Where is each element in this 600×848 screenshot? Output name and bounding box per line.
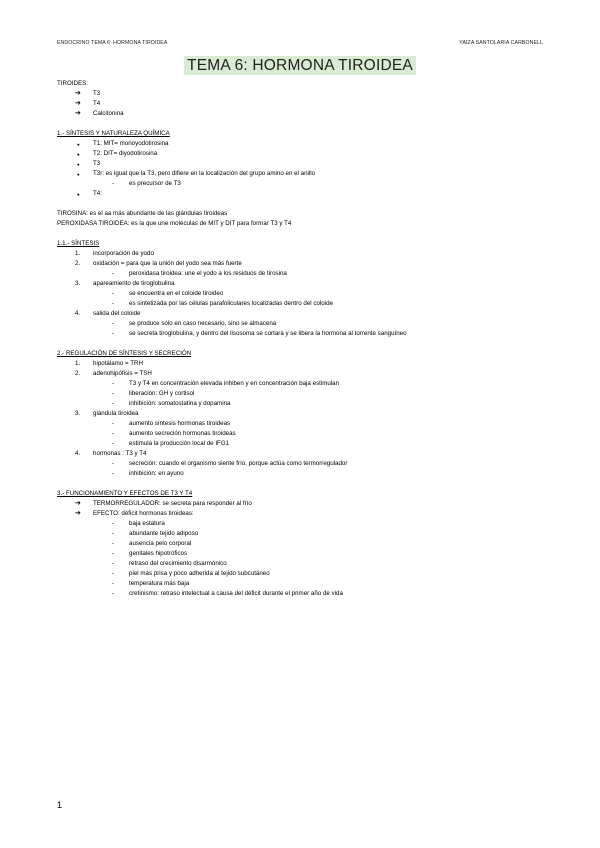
dash-icon: - bbox=[112, 180, 115, 187]
numbered-item bbox=[57, 409, 547, 419]
spacer bbox=[57, 229, 547, 239]
arrow-right-icon: ➔ bbox=[75, 110, 81, 117]
arrow-item bbox=[57, 509, 547, 519]
line-text: peroxidasa tiroidea: une el yodo a los residuos de tirosina bbox=[129, 270, 287, 277]
title-wrap bbox=[0, 56, 600, 75]
line-text: T3r: es igual que la T3, pero difiere en la localización del grupo amino en el anillo bbox=[93, 170, 316, 177]
dash-icon: - bbox=[112, 590, 115, 597]
dash-icon: - bbox=[112, 570, 115, 577]
line-text: aumento síntesis hormonas tiroideas bbox=[129, 420, 231, 427]
dash-subitem bbox=[57, 429, 547, 439]
arrow-item bbox=[57, 499, 547, 509]
dash-icon: - bbox=[112, 430, 115, 437]
dash-subitem bbox=[57, 529, 547, 539]
dash-subitem bbox=[57, 299, 547, 309]
dash-subitem bbox=[57, 329, 547, 339]
numbered-item bbox=[57, 359, 547, 369]
arrow-right-icon: ➔ bbox=[75, 510, 81, 517]
line-text: salida del coloide bbox=[93, 310, 141, 317]
line-text: T4: bbox=[93, 190, 102, 197]
dash-icon: - bbox=[112, 320, 115, 327]
bullet-icon: ● bbox=[77, 162, 80, 167]
line-text: adenohipófisis = TSH bbox=[93, 370, 152, 377]
dash-subitem bbox=[57, 419, 547, 429]
dash-icon: - bbox=[112, 380, 115, 387]
dash-subitem bbox=[57, 469, 547, 479]
line-text: PEROXIDASA TIROIDEA: es la que une moléculas de MIT y DIT para formar T3 y T4 bbox=[57, 220, 292, 227]
dash-subitem bbox=[57, 549, 547, 559]
line-text: abundante tejido adiposo bbox=[129, 530, 199, 537]
line-text: secreción: cuando el organismo siente frío, porque actúa como termorregulador bbox=[129, 460, 348, 467]
line-text: es sintetizada por las células parafoliculares localizadas dentro del coloide bbox=[129, 300, 333, 307]
dash-subitem bbox=[57, 569, 547, 579]
line-text: oxidación = para que la unión del yodo sea más fuerte bbox=[93, 260, 242, 267]
dash-subitem bbox=[57, 589, 547, 599]
paragraph bbox=[57, 219, 547, 229]
line-text: liberación: GH y cortisol bbox=[129, 390, 195, 397]
bullet-item bbox=[57, 139, 547, 149]
dash-icon: - bbox=[112, 290, 115, 297]
line-text: T3 bbox=[93, 90, 101, 97]
line-text: TIROIDES: bbox=[57, 80, 88, 87]
dash-subitem bbox=[57, 379, 547, 389]
paragraph bbox=[57, 79, 547, 89]
spacer bbox=[57, 339, 547, 349]
spacer bbox=[57, 119, 547, 129]
line-text: TIROSINA: es el aa más abundante de las glándulas tiroideas bbox=[57, 210, 228, 217]
line-text: 1.1.- SÍNTESIS bbox=[57, 240, 100, 247]
section-heading bbox=[57, 349, 547, 359]
dash-icon: - bbox=[112, 530, 115, 537]
line-text: se encuentra en el coloide tiroideo bbox=[129, 290, 224, 297]
dash-subitem bbox=[57, 319, 547, 329]
bullet-item bbox=[57, 169, 547, 179]
page-title: TEMA 6: HORMONA TIROIDEA bbox=[184, 56, 416, 75]
bullet-icon: ● bbox=[77, 172, 80, 177]
line-text: inhibición: somatostatina y dopamina bbox=[129, 400, 231, 407]
section-heading bbox=[57, 129, 547, 139]
dash-subitem bbox=[57, 269, 547, 279]
dash-icon: - bbox=[112, 440, 115, 447]
list-number: 4. bbox=[75, 450, 81, 457]
dash-subitem bbox=[57, 399, 547, 409]
line-text: genitales hipotróficos bbox=[129, 550, 188, 557]
document-body bbox=[57, 79, 547, 599]
line-text: se secreta tiroglobulina, y dentro del lisosoma se cortara y se libera la hormona al torrente sanguíneo bbox=[129, 330, 407, 337]
line-text: es precursor de T3 bbox=[129, 180, 181, 187]
dash-icon: - bbox=[112, 330, 115, 337]
dash-icon: - bbox=[112, 520, 115, 527]
dash-icon: - bbox=[112, 270, 115, 277]
line-text: piel más prisa y poco adherida al tejido subcutáneo bbox=[129, 570, 270, 577]
dash-subitem bbox=[57, 459, 547, 469]
numbered-item bbox=[57, 449, 547, 459]
dash-subitem bbox=[57, 559, 547, 569]
line-text: aumento secreción hormonas tiroideas bbox=[129, 430, 236, 437]
page-number: 1 bbox=[57, 800, 63, 810]
numbered-item bbox=[57, 279, 547, 289]
dash-icon: - bbox=[112, 580, 115, 587]
dash-subitem bbox=[57, 519, 547, 529]
line-text: retraso del crecimiento disarmónico bbox=[129, 560, 227, 567]
dash-icon: - bbox=[112, 390, 115, 397]
list-number: 1. bbox=[75, 360, 81, 367]
arrow-right-icon: ➔ bbox=[75, 90, 81, 97]
line-text: glándula tiroidea bbox=[93, 410, 139, 417]
bullet-icon: ● bbox=[77, 142, 80, 147]
dash-icon: - bbox=[112, 550, 115, 557]
line-text: T1: MIT= monoyodotirosina bbox=[93, 140, 169, 147]
paragraph bbox=[57, 209, 547, 219]
line-text: cretinismo: retraso intelectual a causa del déficit durante el primer año de vida bbox=[129, 590, 343, 597]
line-text: T2: DIT= diyodotirosina bbox=[93, 150, 158, 157]
line-text: se produce sólo en caso necesario, sino se almacena bbox=[129, 320, 277, 327]
numbered-item bbox=[57, 309, 547, 319]
bullet-icon: ● bbox=[77, 192, 80, 197]
line-text: ausencia pelo corporal bbox=[129, 540, 192, 547]
line-text: T3 bbox=[93, 160, 101, 167]
bullet-item bbox=[57, 189, 547, 199]
list-number: 3. bbox=[75, 280, 81, 287]
dash-icon: - bbox=[112, 540, 115, 547]
list-number: 4. bbox=[75, 310, 81, 317]
spacer bbox=[57, 479, 547, 489]
section-heading bbox=[57, 489, 547, 499]
dash-subitem bbox=[57, 579, 547, 589]
line-text: apareamiento de tiroglobulina bbox=[93, 280, 175, 287]
dash-icon: - bbox=[112, 300, 115, 307]
line-text: baja estatura bbox=[129, 520, 165, 527]
numbered-item bbox=[57, 259, 547, 269]
page-header-right: YAIZA SANTOLARIA CARBONELL bbox=[459, 40, 543, 46]
page-header-left: ENDOCRINO TEMA 6: HORMONA TIROIDEA bbox=[57, 40, 168, 46]
line-text: hormonas : T3 y T4 bbox=[93, 450, 147, 457]
bullet-item bbox=[57, 149, 547, 159]
line-text: incorporación de yodo bbox=[93, 250, 154, 257]
list-number: 1. bbox=[75, 250, 81, 257]
arrow-item bbox=[57, 89, 547, 99]
line-text: TERMORREGULADOR: se secreta para responder al frío bbox=[93, 500, 252, 507]
line-text: 3.- FUNCIONAMIENTO Y EFECTOS DE T3 Y T4 bbox=[57, 490, 193, 497]
arrow-right-icon: ➔ bbox=[75, 500, 81, 507]
numbered-item bbox=[57, 249, 547, 259]
list-number: 3. bbox=[75, 410, 81, 417]
dash-icon: - bbox=[112, 420, 115, 427]
line-text: estimula la producción local de IFG1 bbox=[129, 440, 230, 447]
list-number: 2. bbox=[75, 370, 81, 377]
dash-icon: - bbox=[112, 460, 115, 467]
line-text: T4 bbox=[93, 100, 101, 107]
line-text: hipotálamo = TRH bbox=[93, 360, 143, 367]
arrow-item bbox=[57, 109, 547, 119]
section-heading bbox=[57, 239, 547, 249]
dash-subitem bbox=[57, 179, 547, 189]
dash-icon: - bbox=[112, 470, 115, 477]
line-text: Calcitonina bbox=[93, 110, 124, 117]
spacer bbox=[57, 199, 547, 209]
dash-icon: - bbox=[112, 560, 115, 567]
numbered-item bbox=[57, 369, 547, 379]
dash-subitem bbox=[57, 539, 547, 549]
dash-subitem bbox=[57, 439, 547, 449]
bullet-item bbox=[57, 159, 547, 169]
dash-subitem bbox=[57, 389, 547, 399]
bullet-icon: ● bbox=[77, 152, 80, 157]
list-number: 2. bbox=[75, 260, 81, 267]
arrow-item bbox=[57, 99, 547, 109]
line-text: 2.- REGULACIÓN DE SÍNTESIS Y SECRECIÓN bbox=[57, 350, 192, 357]
arrow-right-icon: ➔ bbox=[75, 100, 81, 107]
dash-icon: - bbox=[112, 400, 115, 407]
line-text: 1.- SÍNTESIS Y NATURALEZA QUÍMICA bbox=[57, 130, 170, 137]
line-text: T3 y T4 en concentración elevada inhiben y en concentración baja estimulan bbox=[129, 380, 340, 387]
line-text: inhibición: en ayuno bbox=[129, 470, 184, 477]
line-text: EFECTO: déficit hormonas tiroideas: bbox=[93, 510, 194, 517]
dash-subitem bbox=[57, 289, 547, 299]
line-text: temperatura más baja bbox=[129, 580, 190, 587]
